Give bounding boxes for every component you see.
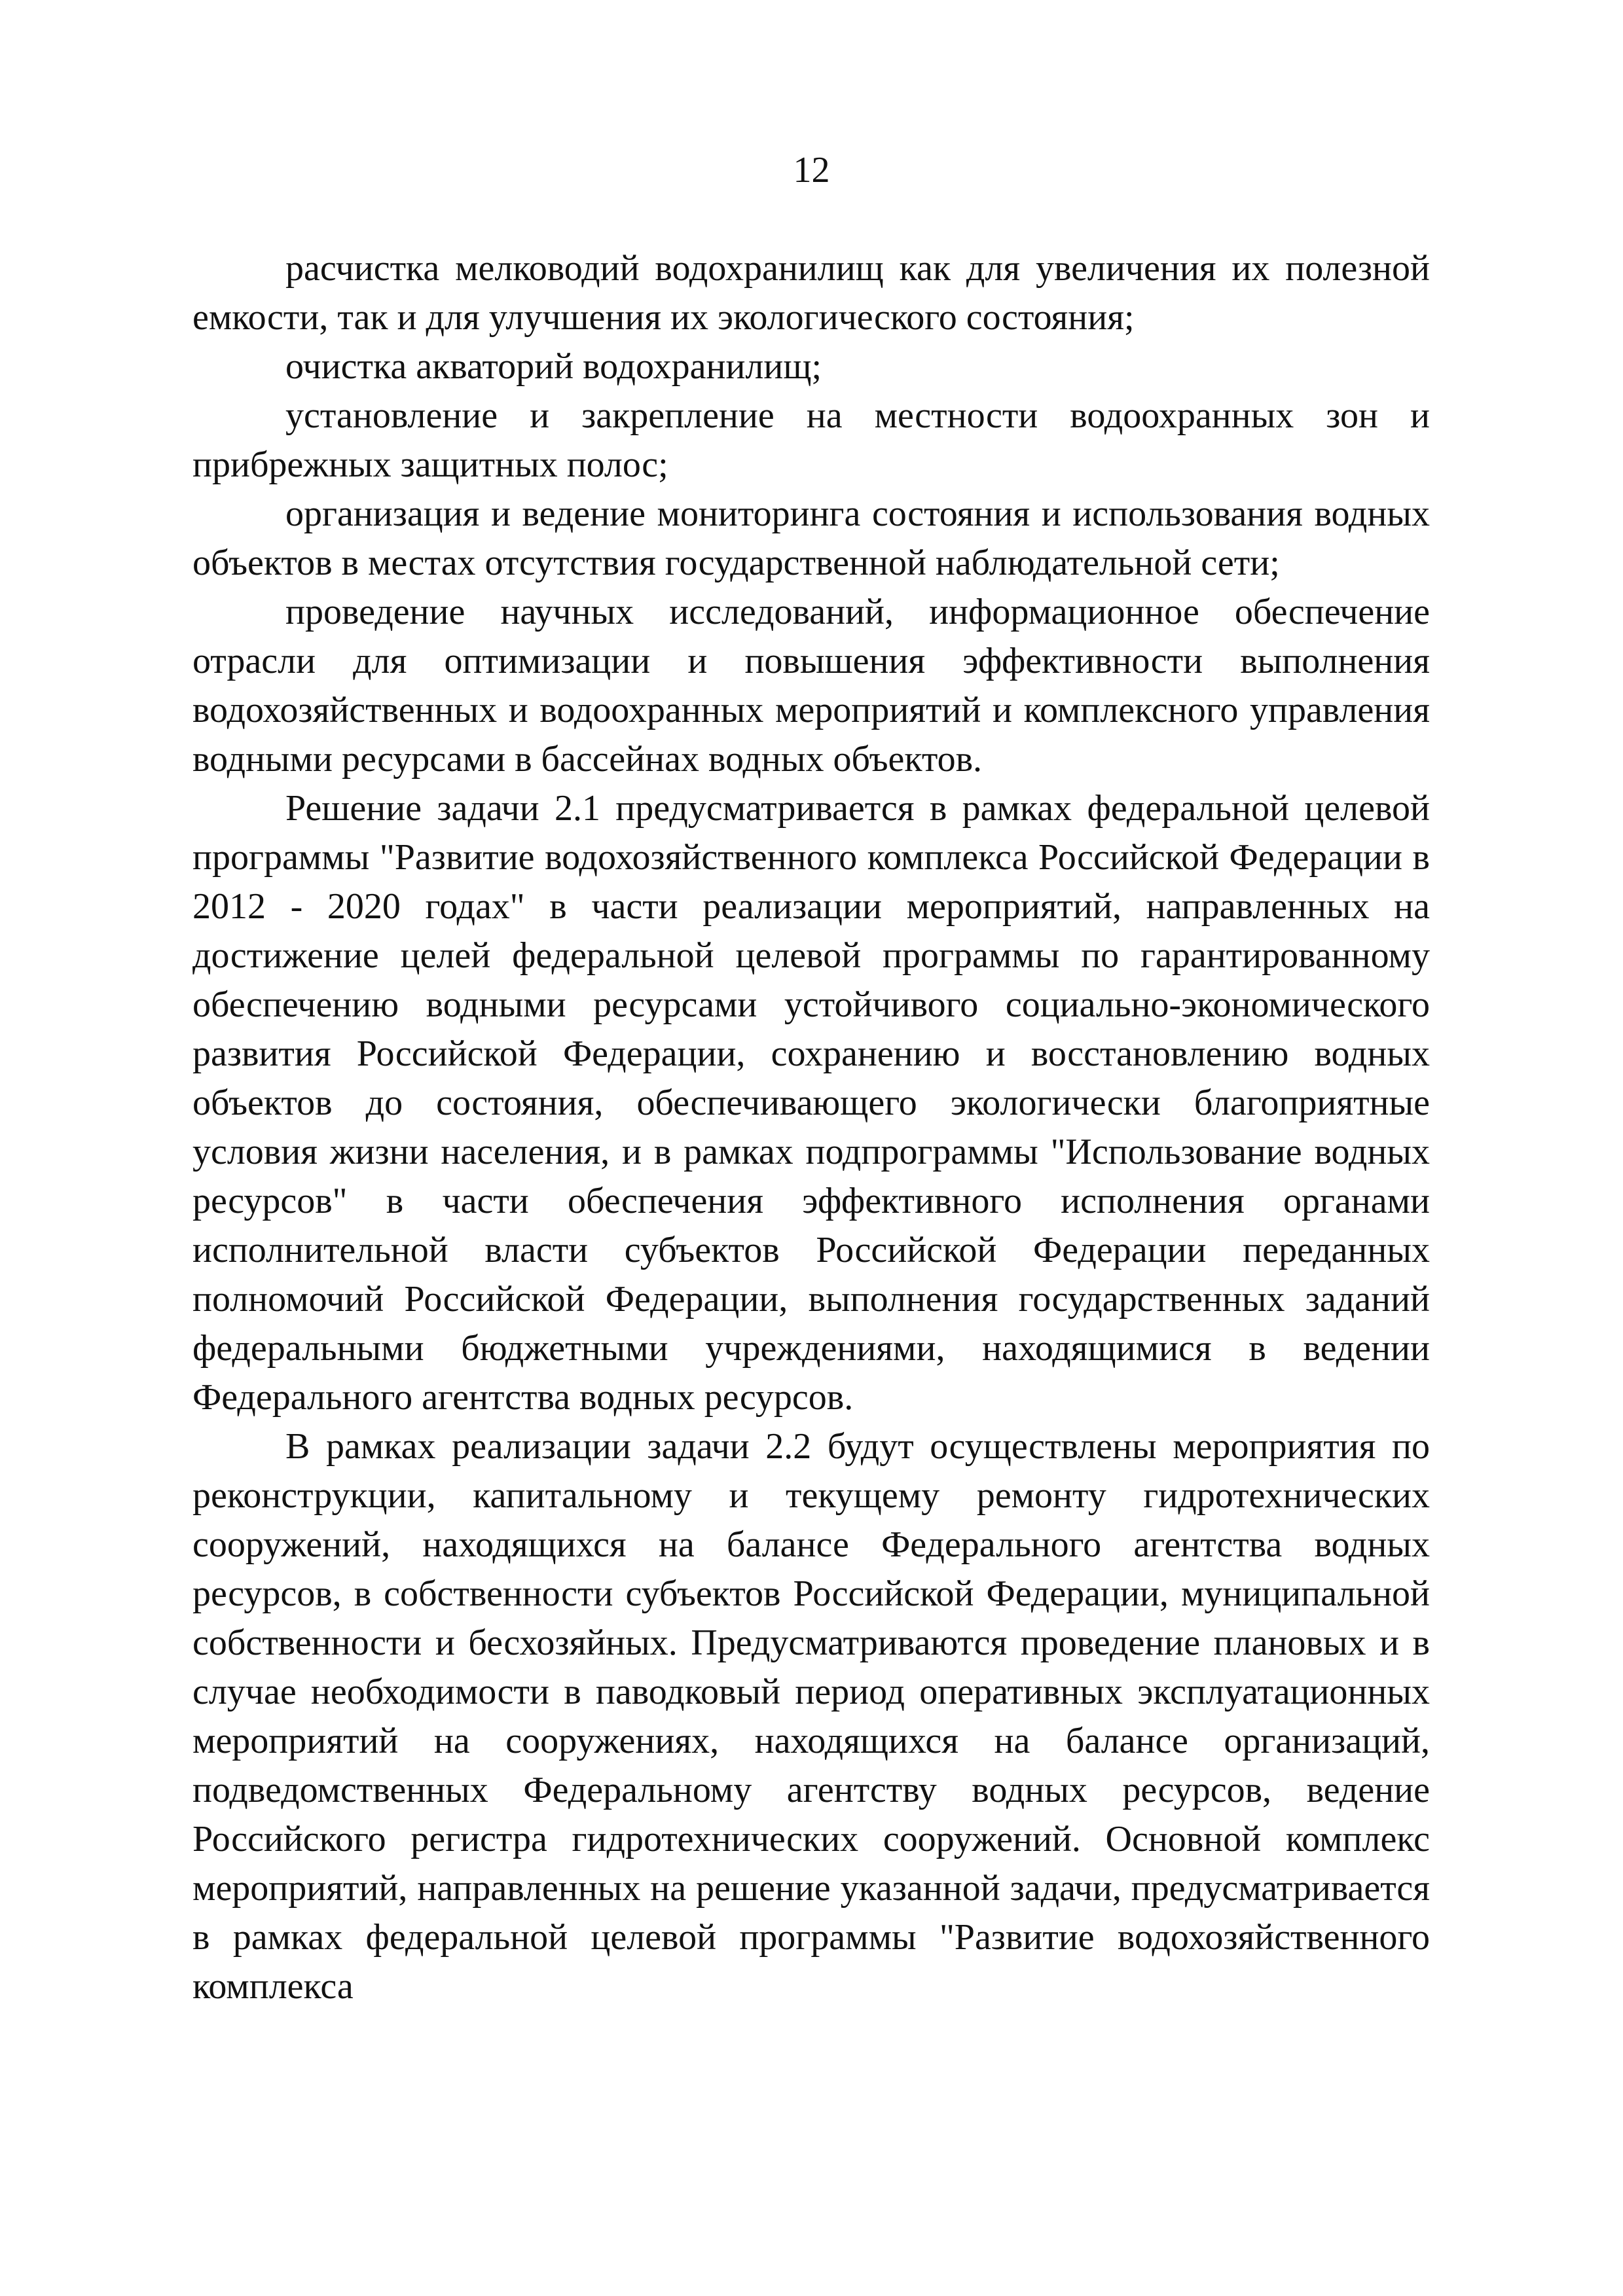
paragraph-monitoring: организация и ведение мониторинга состояния и использования водных объектов в местах отсутствия государственной наблюдательной сети; bbox=[192, 493, 1430, 583]
paragraph-protection-zones: установление и закрепление на местности водоохранных зон и прибрежных защитных полос; bbox=[192, 395, 1430, 485]
document-body bbox=[192, 244, 1430, 2011]
paragraph-task-2-1: Решение задачи 2.1 предусматривается в рамках федеральной целевой программы "Развитие водохозяйственного комплекса Российской Федерации в 2012 - 2020 годах" в части реализации мероприятий, направленных на достижение целей федеральной целевой программы по гарантированному обеспечению водными ресурсами устойчивого социально-экономического развития Российской Федерации, сохранению и восстановлению водных объектов до состояния, обеспечивающего экологически благоприятные условия жизни населения, и в рамках подпрограммы "Использование водных ресурсов" в части обеспечения эффективного исполнения органами исполнительной власти субъектов Российской Федерации переданных полномочий Российской Федерации, выполнения государственных заданий федеральными бюджетными учреждениями, находящимися в ведении Федерального агентства водных ресурсов. bbox=[192, 788, 1430, 1418]
paragraph-reservoir-clearing: расчистка мелководий водохранилищ как для увеличения их полезной емкости, так и для улучшения их экологического состояния; bbox=[192, 248, 1430, 338]
paragraph-research: проведение научных исследований, информационное обеспечение отрасли для оптимизации и повышения эффективности выполнения водохозяйственных и водоохранных мероприятий и комплексного управления водными ресурсами в бассейнах водных объектов. bbox=[192, 592, 1430, 780]
paragraph-task-2-2: В рамках реализации задачи 2.2 будут осуществлены мероприятия по реконструкции, капитальному и текущему ремонту гидротехнических сооружений, находящихся на балансе Федерального агентства водных ресурсов, в собственности субъектов Российской Федерации, муниципальной собственности и бесхозяйных. Предусматриваются проведение плановых и в случае необходимости в паводковый период оперативных эксплуатационных мероприятий на сооружениях, находящихся на балансе организаций, подведомственных Федеральному агентству водных ресурсов, ведение Российского регистра гидротехнических сооружений. Основной комплекс мероприятий, направленных на решение указанной задачи, предусматривается в рамках федеральной целевой программы "Развитие водохозяйственного комплекса bbox=[192, 1426, 1430, 2007]
page-number: 12 bbox=[793, 150, 830, 190]
paragraph-water-area-cleaning: очистка акваторий водохранилищ; bbox=[285, 346, 822, 387]
